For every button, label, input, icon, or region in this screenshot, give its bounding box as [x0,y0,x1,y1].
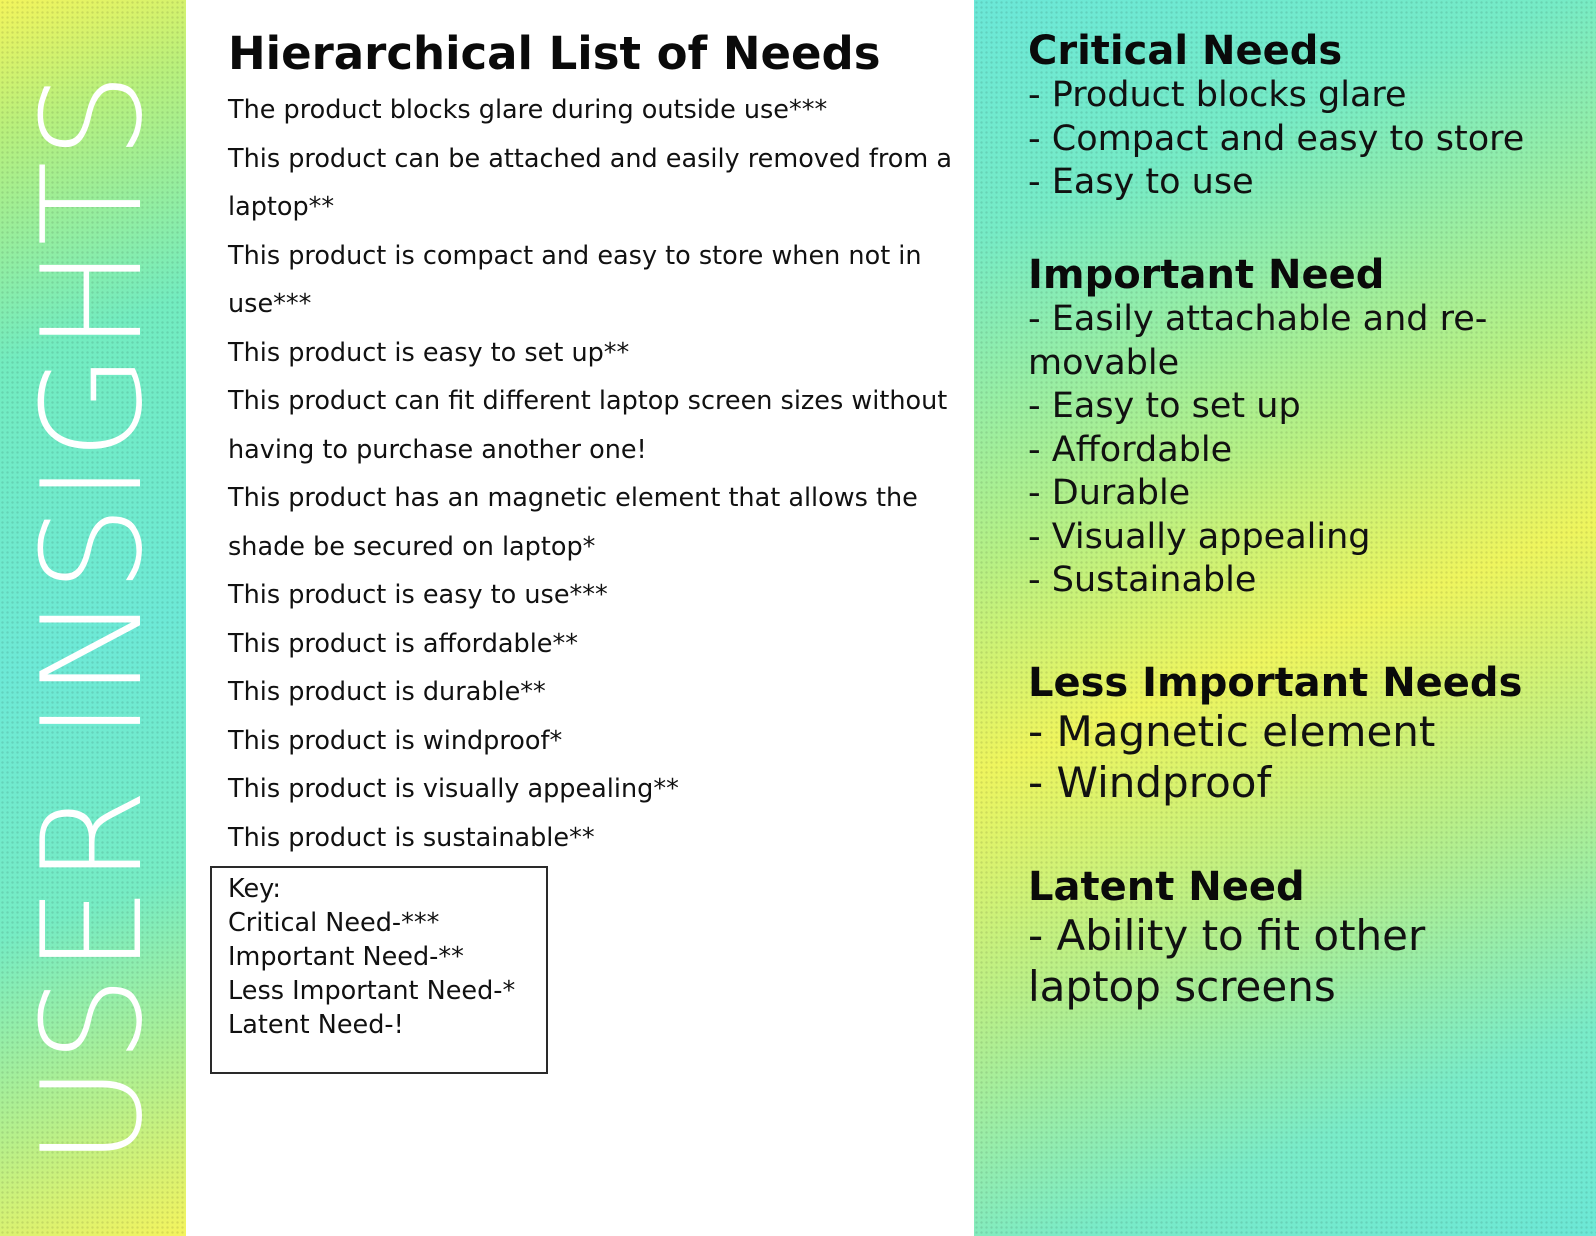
summary-panel [974,0,1596,1236]
list-item: This product is windproof* [228,725,563,756]
key-legend [210,866,548,1074]
list-item: - Ability to fit other laptop screens [1028,911,1426,1011]
list-item: - Affordable [1028,429,1233,470]
key-title: Key: [228,874,281,904]
list-item: This product is affordable** [228,628,578,659]
list-item: This product is compact and easy to store when not in use*** [228,240,922,319]
list-item: - Magnetic element [1028,707,1436,756]
critical-needs-section [1028,28,1588,205]
key-entry: Important Need-** [228,942,464,972]
important-needs-section [1028,252,1588,603]
page-title: Hierarchical List of Needs [228,27,881,80]
left-banner [0,0,186,1236]
section-heading: Less Important Needs [1028,660,1523,706]
key-entry: Latent Need-! [228,1010,404,1040]
list-item: - Easy to use [1028,162,1254,202]
list-item: - Compact and easy to store [1028,118,1525,159]
list-item: This product is sustainable** [228,822,595,853]
list-item: - Easy to set up [1028,386,1301,426]
list-item: The product blocks glare during outside use*** [228,95,828,125]
banner-title: USER INSIGHTS [12,69,173,1167]
list-item: - Sustainable [1028,560,1257,600]
list-item: This product is durable** [228,677,546,707]
list-item: - Windproof [1028,758,1272,807]
list-item: This product is easy to set up** [228,337,630,368]
needs-list [228,86,958,862]
list-item: This product has an magnetic element that allows the shade be secured on laptop* [228,483,918,562]
list-item: - Durable [1028,473,1191,513]
list-item: This product is easy to use*** [228,580,608,610]
section-heading: Latent Need [1028,864,1305,910]
section-heading: Critical Needs [1028,28,1343,74]
latent-needs-section [1028,864,1588,1012]
section-heading: Important Need [1028,252,1385,298]
key-entry: Less Important Need-* [228,976,516,1006]
less-important-needs-section [1028,660,1588,808]
list-item: - Easily attachable and re-movable [1028,299,1488,383]
list-item: This product can be attached and easily removed from a laptop** [228,143,952,222]
needs-column [186,0,974,1236]
list-item: This product can fit different laptop screen sizes without having to purchase another one! [228,386,948,465]
list-item: - Product blocks glare [1028,75,1407,115]
list-item: This product is visually appealing** [228,774,679,804]
key-entry: Critical Need-*** [228,908,440,938]
list-item: - Visually appealing [1028,516,1371,557]
